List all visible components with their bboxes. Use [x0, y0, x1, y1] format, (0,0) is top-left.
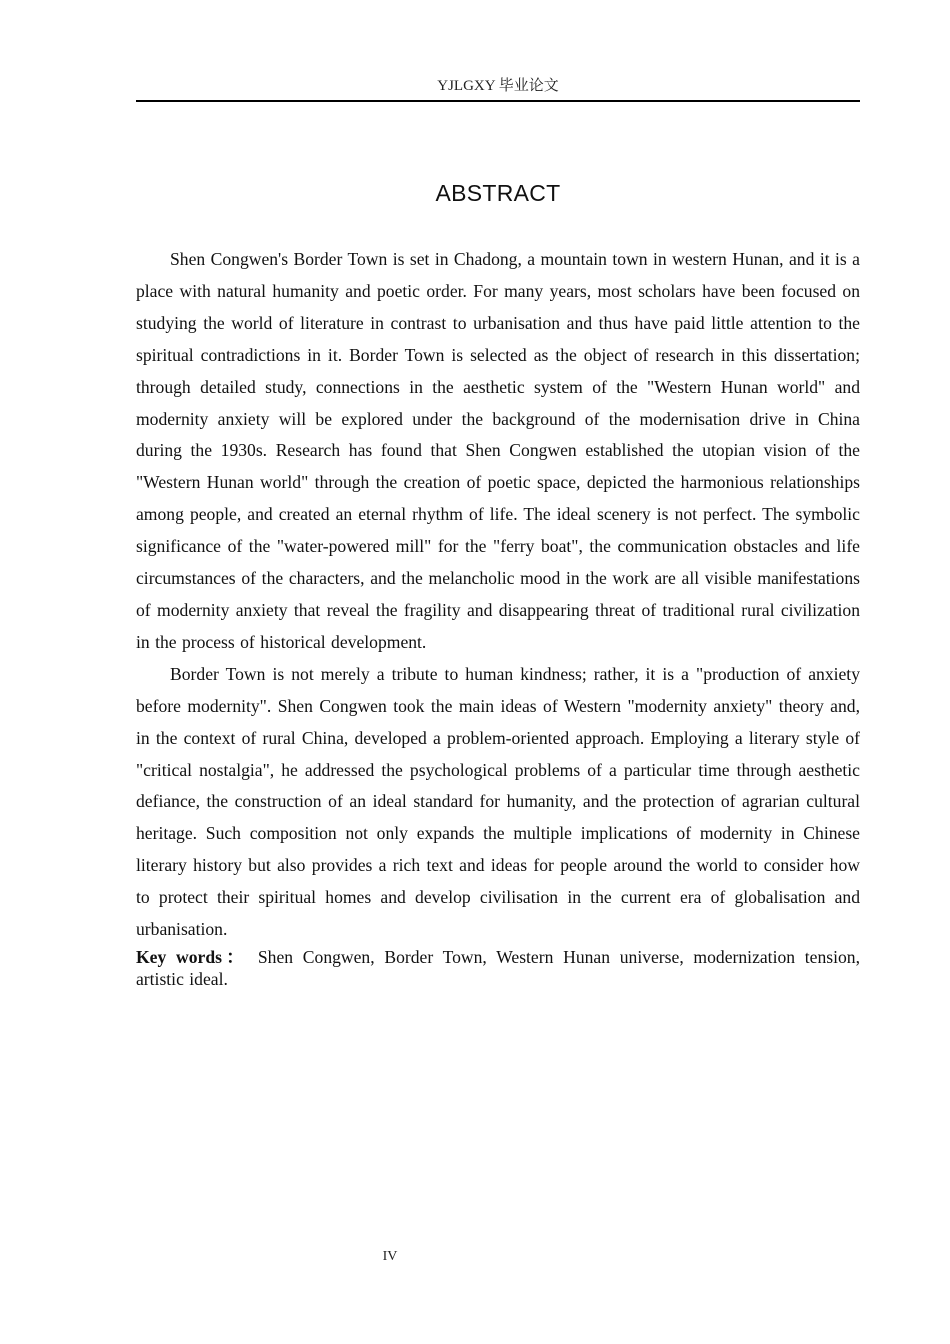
page-number: IV	[382, 1249, 398, 1264]
keywords-text: Shen Congwen, Border Town, Western Hunan universe, modernization tension, artistic ideal.	[136, 946, 860, 989]
abstract-body	[136, 244, 860, 990]
abstract-paragraph-1: Shen Congwen's Border Town is set in Chadong, a mountain town in western Hunan, and it is a place with natural humanity and poetic order. For many years, most scholars have been focused on studying the world of literature in contrast to urbanisation and thus have paid little attention to the spiritual contradictions in it. Border Town is selected as the object of research in this dissertation; through detailed study, connections in the aesthetic system of the "Western Hunan world" and modernity anxiety will be explored under the background of the modernisation drive in China during the 1930s. Research has found that Shen Congwen established the utopian vision of the "Western Hunan world" through the creation of poetic space, depicted the harmonious relationships among people, and created an eternal rhythm of life. The ideal scenery is not perfect. The symbolic significance of the "water-powered mill" for the "ferry boat", the communication obstacles and life circumstances of the characters, and the melancholic mood in the work are all visible manifestations of modernity anxiety that reveal the fragility and disappearing threat of traditional rural civilization in the process of historical development.	[136, 249, 860, 652]
keywords-line	[136, 946, 860, 990]
keywords-label: Key words：	[136, 946, 249, 967]
page-title: ABSTRACT	[435, 180, 561, 206]
abstract-paragraph-2: Border Town is not merely a tribute to human kindness; rather, it is a "production of anxiety before modernity". Shen Congwen took the main ideas of Western "modernity anxiety" theory and, in the context of rural China, developed a problem-oriented approach. Employing a literary style of "critical nostalgia", he addressed the psychological problems of a particular time through aesthetic defiance, the construction of an ideal standard for humanity, and the protection of agrarian cultural heritage. Such composition not only expands the multiple implications of modernity in Chinese literary history but also provides a rich text and ideas for people around the world to consider how to protect their spiritual homes and develop civilisation in the current era of globalisation and urbanisation.	[136, 663, 860, 940]
header-divider	[136, 100, 860, 102]
running-header: YJLGXY 毕业论文	[437, 78, 559, 94]
